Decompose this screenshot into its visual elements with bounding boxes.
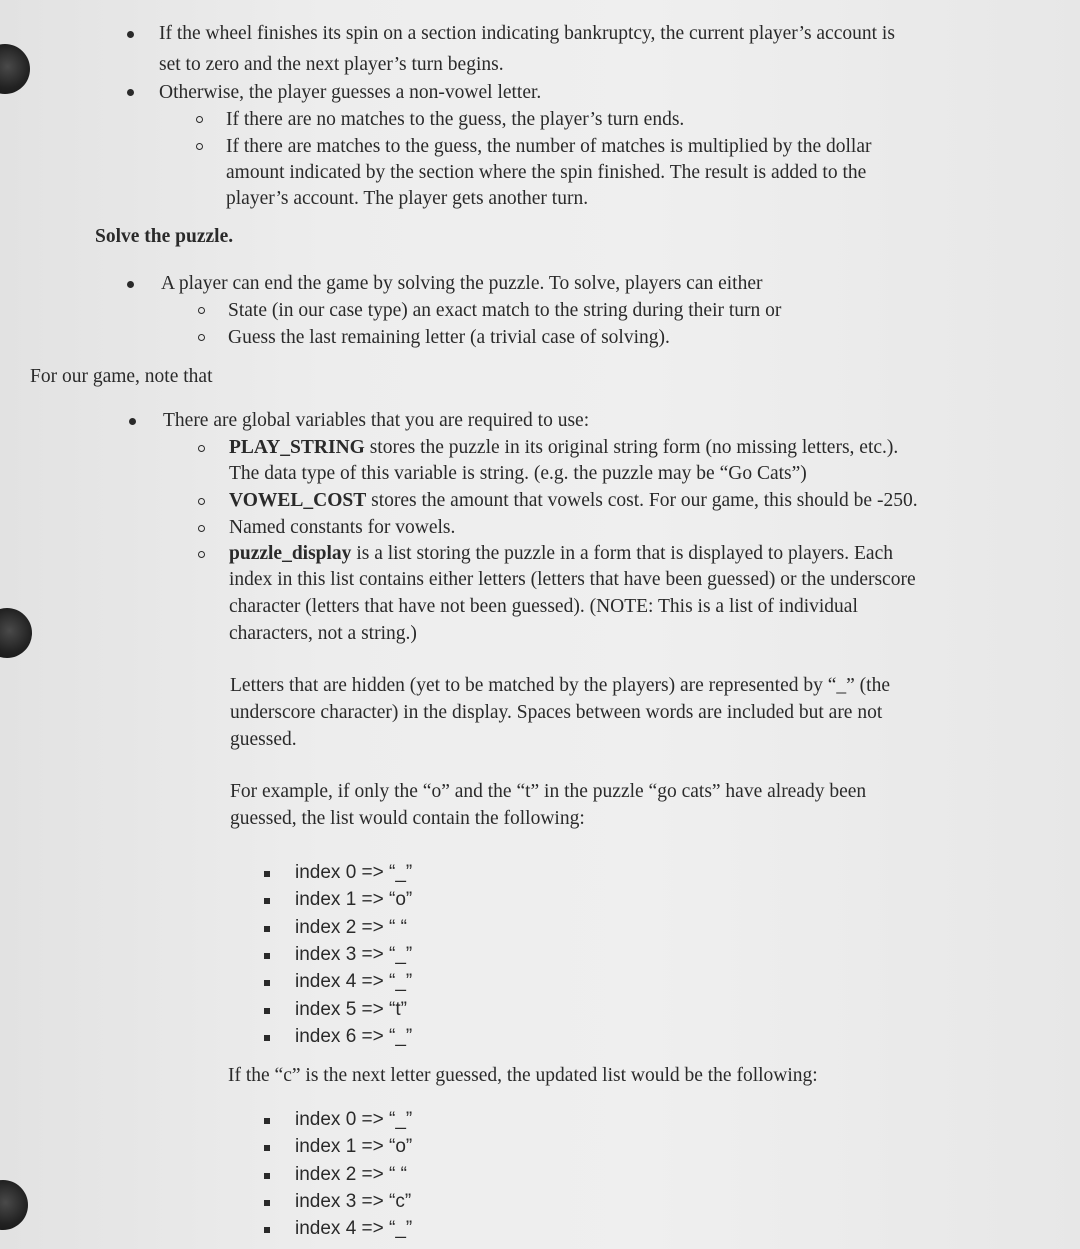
text-line: characters, not a string.) — [229, 623, 417, 644]
bullet — [129, 418, 136, 425]
list-item: index 2 => “ “ — [295, 916, 407, 938]
sub-bullet — [196, 116, 203, 123]
var-name: PLAY_STRING — [229, 437, 365, 458]
list-item: index 3 => “_” — [295, 943, 413, 965]
list-bullet — [264, 980, 270, 986]
list-item: index 3 => “c” — [295, 1190, 412, 1212]
text-line: There are global variables that you are required to use: — [163, 410, 590, 431]
punch-hole-bottom — [0, 1180, 28, 1230]
bullet — [127, 31, 134, 38]
text-line: State (in our case type) an exact match to the string during their turn or — [228, 300, 782, 321]
list-bullet — [264, 953, 270, 959]
list-bullet — [264, 898, 270, 904]
text-line: underscore character) in the display. Spaces between words are included but are not — [230, 702, 883, 723]
text-line: player’s account. The player gets another turn. — [226, 188, 589, 209]
text-line: guessed, the list would contain the following: — [230, 808, 585, 829]
list-bullet — [264, 1227, 270, 1233]
punch-hole-top — [0, 44, 30, 94]
text-line: amount indicated by the section where the spin finished. The result is added to the — [226, 162, 867, 183]
section-heading: Solve the puzzle. — [95, 226, 234, 247]
list-item: index 1 => “o” — [295, 1136, 413, 1158]
text-line: Named constants for vowels. — [229, 517, 456, 538]
text-line: character (letters that have not been guessed). (NOTE: This is a list of individual — [229, 596, 858, 617]
text-line: A player can end the game by solving the puzzle. To solve, players can either — [161, 273, 763, 294]
list-item: index 2 => “ “ — [295, 1163, 407, 1185]
sub-bullet — [198, 551, 205, 558]
text-line — [229, 541, 893, 567]
text-line — [229, 435, 898, 461]
list-bullet — [264, 1035, 270, 1041]
text-line: If there are matches to the guess, the number of matches is multiplied by the dollar — [226, 136, 872, 157]
list-item: index 4 => “_” — [295, 971, 413, 993]
list-item: index 1 => “o” — [295, 889, 413, 911]
var-desc: is a list storing the puzzle in a form that is displayed to players. Each — [351, 543, 893, 564]
list-item: index 6 => “_” — [295, 1025, 413, 1047]
list-bullet — [264, 926, 270, 932]
sub-bullet — [198, 334, 205, 341]
var-name: VOWEL_COST — [229, 490, 367, 511]
text-line: For our game, note that — [30, 366, 213, 387]
text-line: index in this list contains either letters (letters that have been guessed) or the underscore — [229, 569, 916, 590]
list-bullet — [264, 1118, 270, 1124]
text-line: guessed. — [230, 729, 297, 750]
bullet — [127, 281, 134, 288]
sub-bullet — [198, 525, 205, 532]
text-line: For example, if only the “o” and the “t” in the puzzle “go cats” have already been — [230, 781, 867, 802]
text-line: Otherwise, the player guesses a non-vowel letter. — [159, 82, 542, 103]
text-line: The data type of this variable is string. (e.g. the puzzle may be “Go Cats”) — [229, 463, 807, 484]
list-bullet — [264, 1173, 270, 1179]
text-line: If the wheel finishes its spin on a section indicating bankruptcy, the current player’s account is — [159, 23, 895, 44]
list-bullet — [264, 1008, 270, 1014]
sub-bullet — [198, 307, 205, 314]
list-bullet — [264, 1145, 270, 1151]
var-desc: stores the amount that vowels cost. For our game, this should be -250. — [366, 490, 918, 511]
list-item: index 0 => “_” — [295, 1109, 413, 1130]
list-item: index 5 => “t” — [295, 998, 407, 1020]
text-line: Letters that are hidden (yet to be matched by the players) are represented by “_” (the — [230, 675, 890, 696]
text-line: If the “c” is the next letter guessed, the updated list would be the following: — [228, 1065, 818, 1086]
list-bullet — [264, 1200, 270, 1206]
var-name: puzzle_display — [229, 543, 352, 564]
punch-hole-middle — [0, 608, 32, 658]
text-line: If there are no matches to the guess, the player’s turn ends. — [226, 109, 685, 130]
text-line: set to zero and the next player’s turn begins. — [159, 54, 504, 75]
sub-bullet — [198, 445, 205, 452]
list-item: index 0 => “_” — [295, 862, 413, 883]
sub-bullet — [196, 143, 203, 150]
list-item: index 4 => “_” — [295, 1218, 413, 1240]
sub-bullet — [198, 498, 205, 505]
text-line — [229, 488, 918, 514]
var-desc: stores the puzzle in its original string form (no missing letters, etc.). — [364, 437, 899, 458]
text-line: Guess the last remaining letter (a trivial case of solving). — [228, 327, 670, 348]
bullet — [127, 89, 134, 96]
list-bullet — [264, 871, 270, 877]
